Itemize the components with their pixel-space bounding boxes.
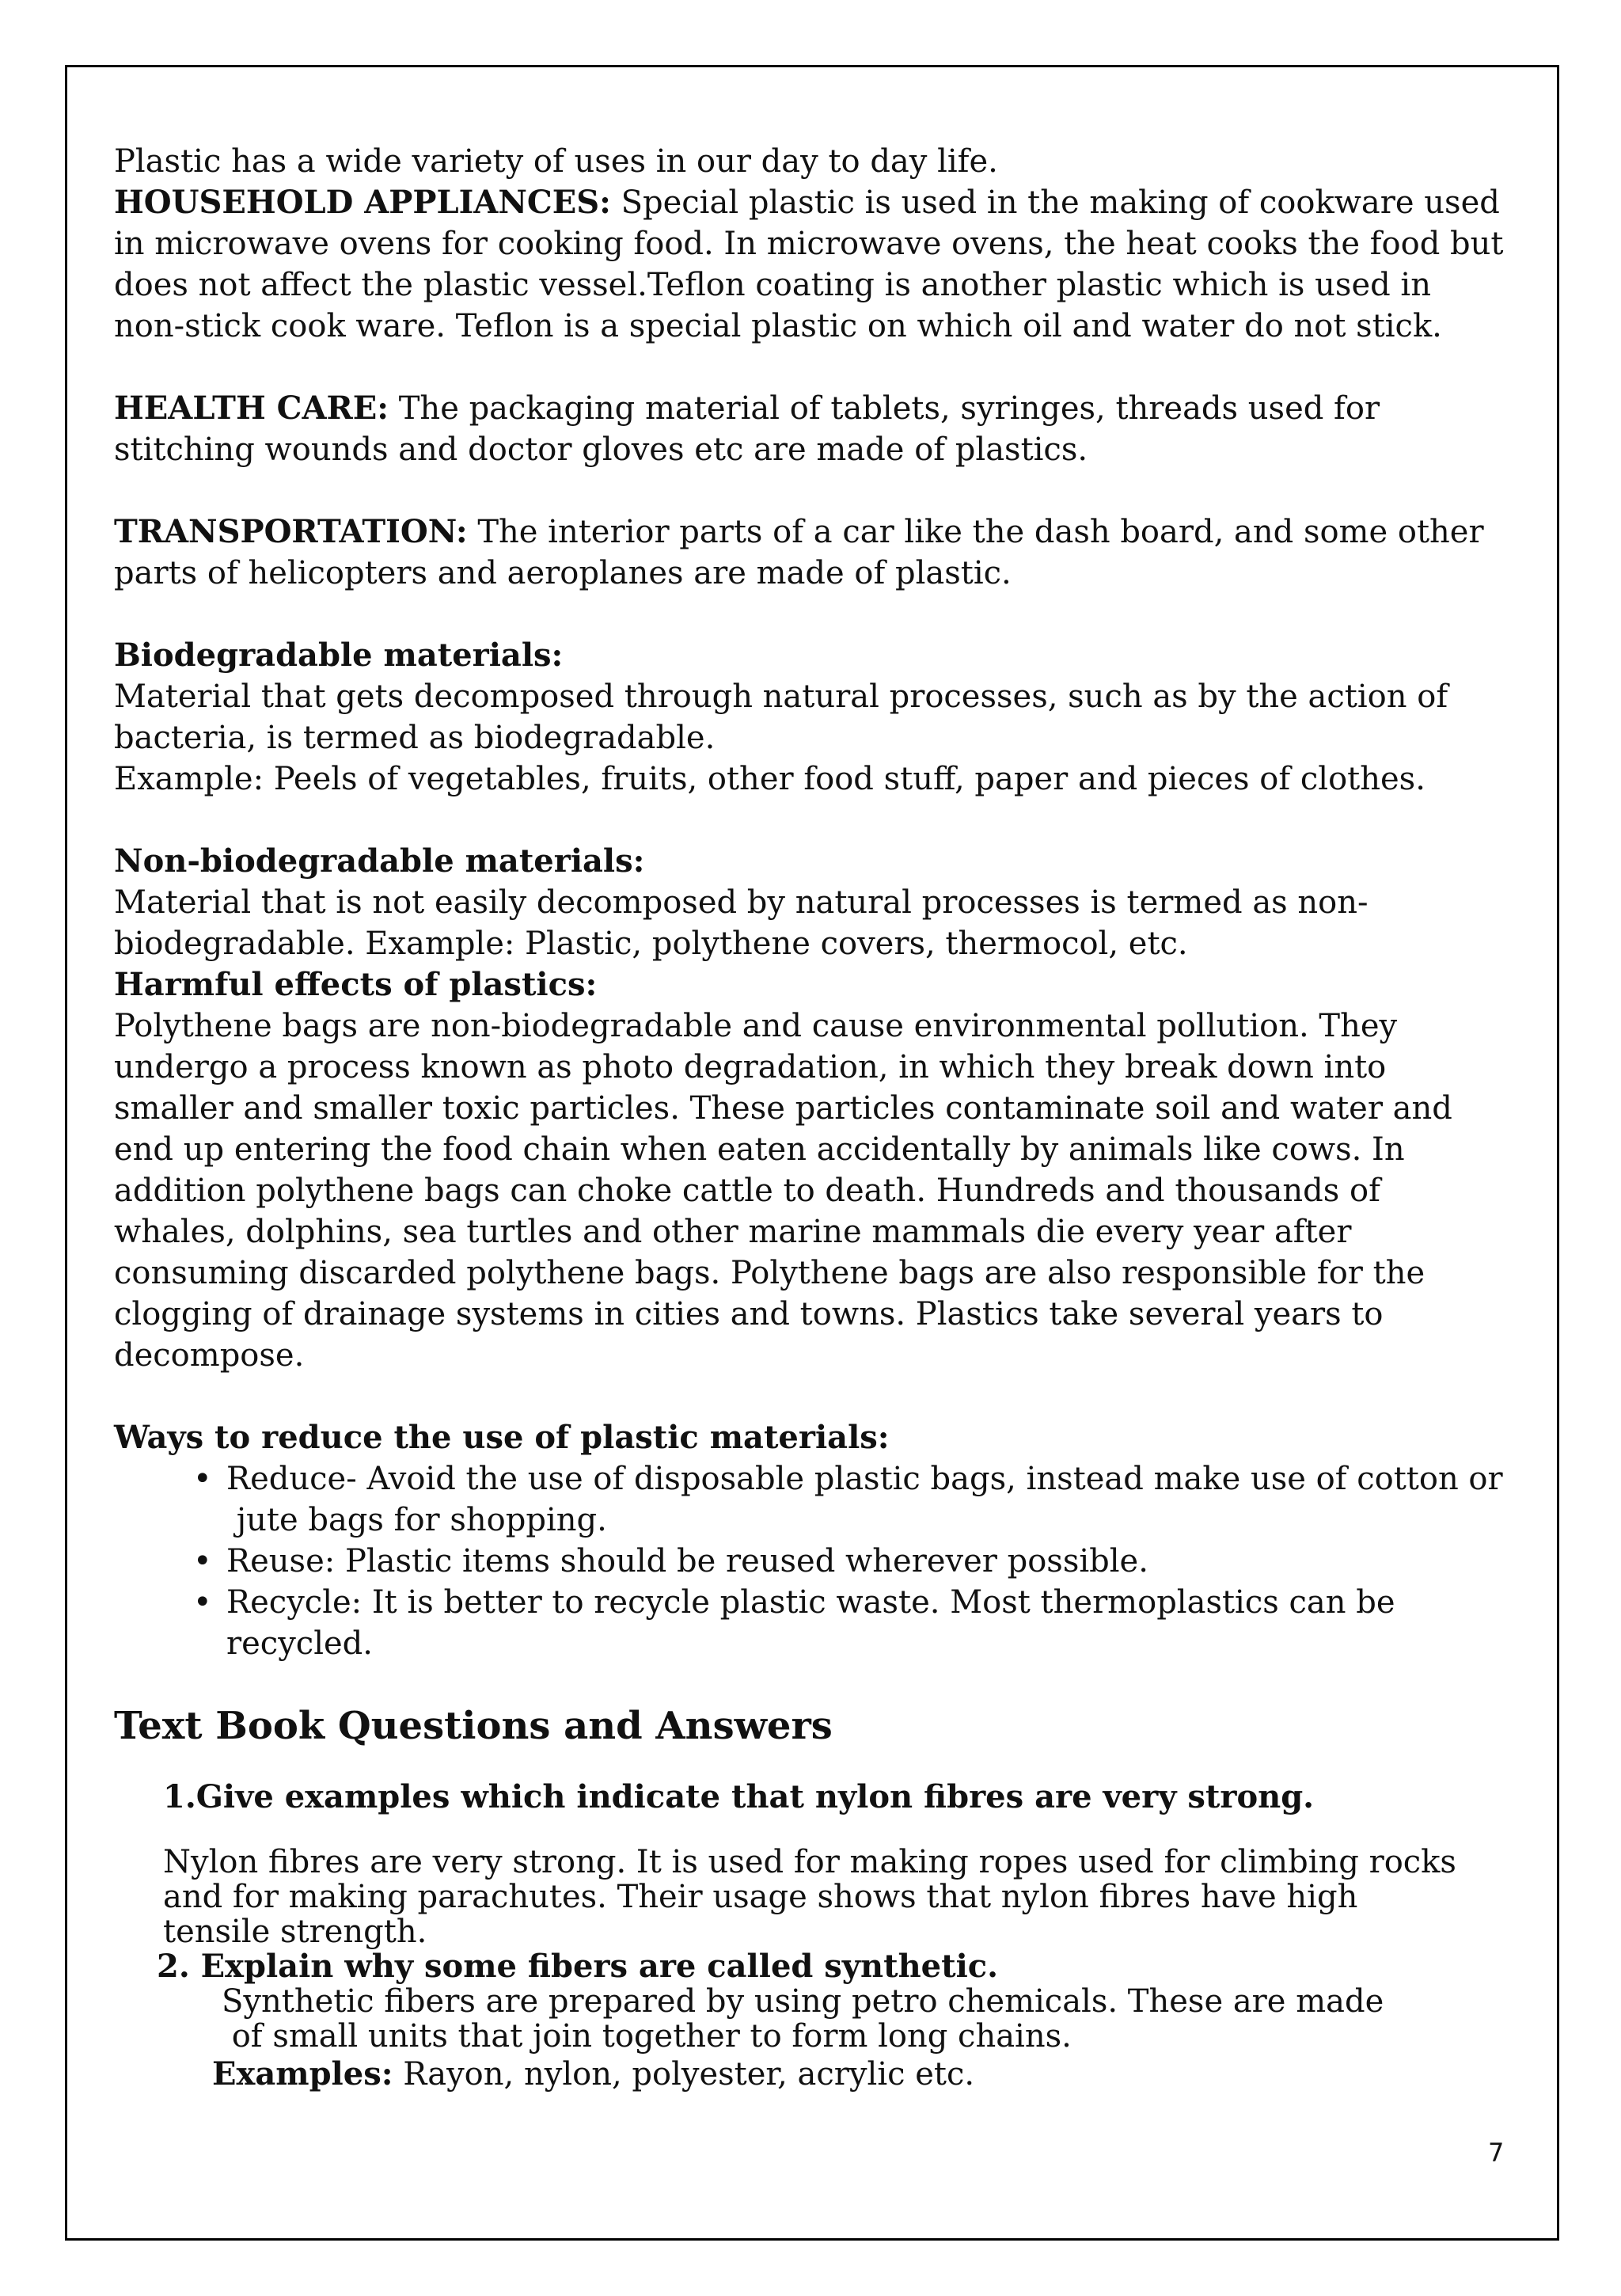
transport-heading: TRANSPORTATION:: [114, 513, 468, 550]
answer-2: Synthetic fibers are prepared by using petro chemicals. These are made of small units that join together to form long chains.: [222, 1983, 1384, 2055]
harmful-effects-line: consuming discarded polythene bags. Polythene bags are also responsible for the: [114, 1255, 1425, 1291]
ways-list: [114, 1458, 1523, 1664]
transport-text: parts of helicopters and aeroplanes are made of plastic.: [114, 555, 1012, 591]
harmful-effects-line: whales, dolphins, sea turtles and other marine mammals die every year after: [114, 1214, 1352, 1250]
section-biodegradable: [114, 635, 1523, 800]
biodegradable-text: Material that gets decomposed through natural processes, such as by the action of: [114, 679, 1448, 715]
section-non-biodegradable: [114, 841, 1523, 964]
harmful-effects-heading: Harmful effects of plastics:: [114, 966, 598, 1003]
harmful-effects-line: addition polythene bags can choke cattle to death. Hundreds and thousands of: [114, 1173, 1380, 1209]
non-biodegradable-text: Material that is not easily decomposed by natural processes is termed as non-: [114, 884, 1369, 921]
health-text: The packaging material of tablets, syringes, threads used for: [389, 390, 1380, 427]
harmful-effects-line: clogging of drainage systems in cities and towns. Plastics take several years to: [114, 1296, 1384, 1332]
question-2: 2. Explain why some fibers are called synthetic.: [157, 1948, 999, 1985]
examples-text: Rayon, nylon, polyester, acrylic etc.: [393, 2056, 975, 2093]
answer-2-examples: [114, 2054, 1523, 2095]
harmful-effects-line: undergo a process known as photo degradation, in which they break down into: [114, 1049, 1387, 1085]
household-text: Special plastic is used in the making of cookware used: [610, 184, 1500, 221]
household-heading: HOUSEHOLD APPLIANCES:: [114, 184, 611, 221]
document-body: [114, 141, 1523, 2095]
harmful-effects-line: decompose.: [114, 1337, 305, 1374]
harmful-effects-line: end up entering the food chain when eaten accidentally by animals like cows. In: [114, 1131, 1405, 1168]
intro-text: Plastic has a wide variety of uses in our day to day life.: [114, 143, 998, 180]
household-text: non-stick cook ware. Teflon is a special plastic on which oil and water do not stick.: [114, 308, 1442, 344]
list-item: • Reduce- Avoid the use of disposable plastic bags, instead make use of cotton or jute bags for shopping.: [226, 1458, 1523, 1541]
section-health: [114, 388, 1523, 470]
household-text: in microwave ovens for cooking food. In microwave ovens, the heat cooks the food but: [114, 226, 1504, 262]
list-item: • Reuse: Plastic items should be reused wherever possible.: [226, 1541, 1523, 1582]
health-text: stitching wounds and doctor gloves etc are made of plastics.: [114, 431, 1088, 468]
list-item: • Recycle: It is better to recycle plastic waste. Most thermoplastics can be recycled.: [226, 1582, 1523, 1664]
section-household: [114, 182, 1523, 347]
ways-heading: Ways to reduce the use of plastic materials:: [114, 1419, 890, 1456]
page-number: 7: [1488, 2138, 1505, 2168]
biodegradable-text: bacteria, is termed as biodegradable.: [114, 720, 716, 756]
non-biodegradable-heading: Non-biodegradable materials:: [114, 842, 645, 880]
question-1: 1.Give examples which indicate that nylon fibres are very strong.: [163, 1778, 1315, 1815]
health-heading: HEALTH CARE:: [114, 390, 389, 427]
section-harmful-effects: [114, 964, 1523, 1376]
household-text: does not affect the plastic vessel.Teflon coating is another plastic which is used in: [114, 267, 1431, 303]
section-ways-to-reduce: [114, 1417, 1523, 1664]
biodegradable-heading: Biodegradable materials:: [114, 637, 564, 674]
section-transport: [114, 511, 1523, 594]
harmful-effects-line: Polythene bags are non-biodegradable and cause environmental pollution. They: [114, 1008, 1398, 1044]
transport-text: The interior parts of a car like the dash board, and some other: [467, 514, 1484, 550]
biodegradable-example: Example: Peels of vegetables, fruits, other food stuff, paper and pieces of clothes.: [114, 761, 1425, 797]
harmful-effects-line: smaller and smaller toxic particles. These particles contaminate soil and water and: [114, 1090, 1452, 1127]
qa-title: Text Book Questions and Answers: [114, 1704, 833, 1748]
answer-1: Nylon fibres are very strong. It is used for making ropes used for climbing rocks and for making parachutes. Their usage shows that nylon fibres have high tensile strength.: [163, 1844, 1456, 1950]
non-biodegradable-text: biodegradable. Example: Plastic, polythene covers, thermocol, etc.: [114, 926, 1188, 962]
examples-label: Examples:: [212, 2055, 393, 2093]
